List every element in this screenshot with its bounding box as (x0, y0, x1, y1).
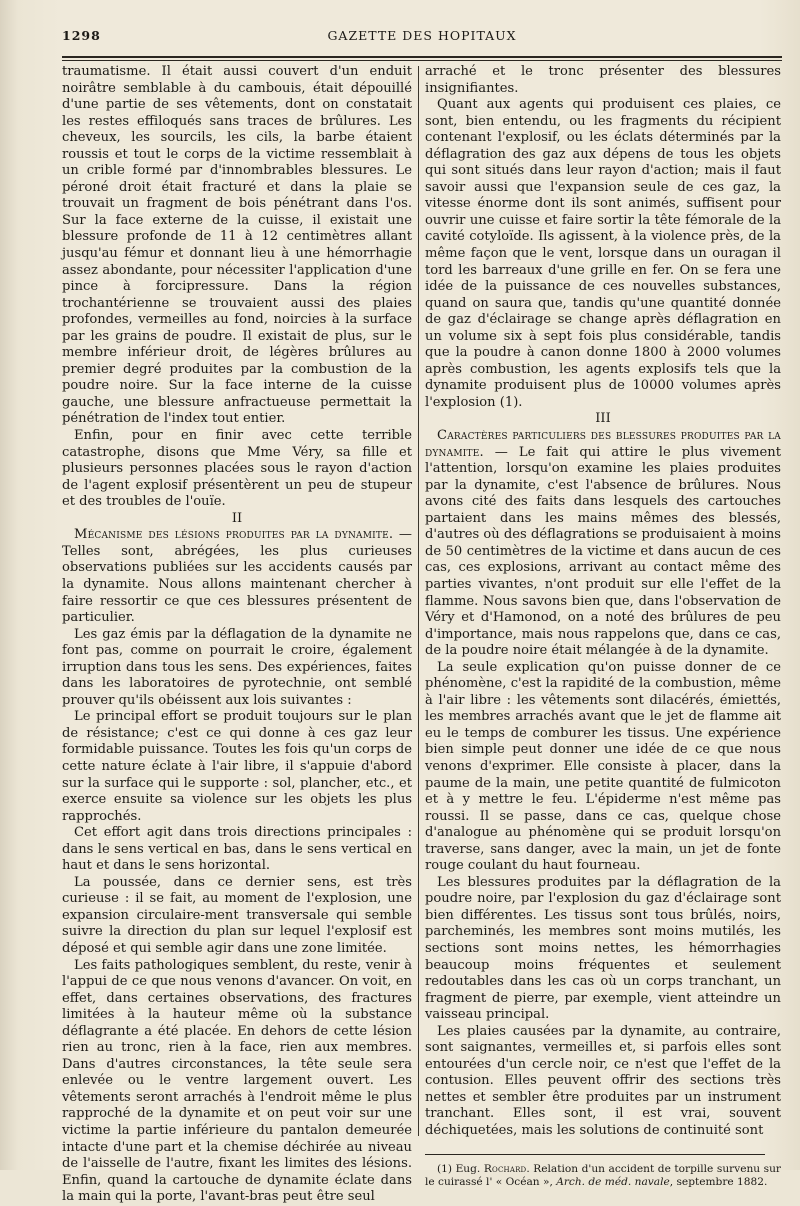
paragraph: Le principal effort se produit toujours sur le plan de résistance; c'est ce qui donne à ces gaz leur formidable puissance. Toutes les fois qu'un corps de cette nature éclate à l'air libre, il s'appuie d'abord sur la surface qui le supporte : sol, plancher, etc., et exerce ensuite sa violence sur les objets les plus rapprochés. (62, 709, 412, 824)
paragraph: La poussée, dans ce dernier sens, est très curieuse : il se fait, au moment de l'explosion, une expansion circulaire-ment transversale qui semble suivre la direction du plan sur lequel l'explosif est déposé et qui semble agir dans une zone limitée. (62, 874, 412, 956)
footnote-author: Rochard (483, 1162, 527, 1175)
footnote-journal: Arch. de méd. navale (556, 1176, 670, 1189)
section-paragraph (62, 527, 412, 626)
page-number: 1298 (62, 28, 101, 43)
section-text: — Telles sont, abrégées, les plus curieuses observations publiées sur les accidents causés par la dynamite. Nous allons maintenant chercher à faire ressortir ce que ces blessures présentent de particulier. (62, 527, 412, 626)
left-column (62, 64, 412, 1206)
paragraph: Quant aux agents qui produisent ces plaies, ce sont, bien entendu, ou les fragments du récipient contenant l'explosif, ou les éclats déterminés par la déflagration des gaz aux dépens de tous les objets qui sont situés dans leur rayon d'action; mais il faut savoir aussi que l'expansion seule de ces gaz, la vitesse énorme dont ils sont animés, suffisent pour ouvrir une cuisse et faire sortir la tête fémorale de la cavité cotyloïde. Ils agissent, à la violence près, de la même façon que le vent, lorsque dans un ouragan il tord les barreaux d'une grille en fer. On se fera une idée de la puissance de ces nouvelles substances, quand on saura que, tandis qu'une quantité donnée de gaz d'éclairage se change après déflagration en un volume six à sept fois plus considérable, tandis que la poudre à canon donne 1800 à 2000 volumes après combustion, les agents explosifs tels que la dynamite produisent plus de 10000 volumes après l'explosion (1). (425, 97, 781, 410)
page-header (62, 28, 782, 50)
footnote-date: , septembre 1882. (669, 1176, 768, 1189)
section-text: — Le fait qui attire le plus vivement l'attention, lorsqu'on examine les plaies produites par la dynamite, c'est l'absence de brûlures. Nous avons cité des faits dans lesquels des cartouches partaient dans les mains mêmes des blessés, d'autres où des déflagrations se produisaient à moins de 50 centimètres de la victime et dans aucun de ces cas, ces explosions, arrivant au contact même des parties vivantes, n'ont produit sur elle l'effet de la flamme. Nous savons bien que, dans l'observation de Véry et d'Hamonod, on a noté des brûlures de peu d'importance, mais nous rappelons que, dans ce cas, de la poudre noire était mélangée à de la dynamite. (425, 444, 781, 659)
footnote-rule (425, 1154, 765, 1155)
paragraph: Les faits pathologiques semblent, du reste, venir à l'appui de ce que nous venons d'avancer. On voit, en effet, dans certaines observations, des fractures limitées à la hauteur même où la substance déflagrante a été placée. En dehors de cette lésion rien au tronc, rien à la face, rien aux membres. Dans d'autres circonstances, la tête seule sera enlevée ou le ventre largement ouvert. Les vêtements seront arrachés à l'endroit même le plus rapproché de la dynamite et on peut voir sur une victime la partie inférieure du pantalon demeurée intacte d'une part et la chemise déchirée au niveau de l'aisselle de l'autre, fixant les limites des lésions. Enfin, quand la cartouche de dynamite éclate dans la main qui la porte, l'avant-bras peut être seul (62, 957, 412, 1205)
journal-title: GAZETTE DES HOPITAUX (327, 28, 517, 43)
column-divider (418, 66, 419, 1136)
header-rule (62, 56, 782, 61)
paragraph: Enfin, pour en finir avec cette terrible catastrophe, disons que Mme Véry, sa fille et plusieurs personnes placées sous le rayon d'action de l'agent explosif présentèrent un peu de stupeur et des troubles de l'ouïe. (62, 428, 412, 510)
paragraph: Les plaies causées par la dynamite, au contraire, sont saignantes, vermeilles et, si parfois elles sont entourées d'un cercle noir, ce n'est que l'effet de la contusion. Elles peuvent offrir des sections très nettes et sembler être produites par un instrument tranchant. Elles sont, il est vrai, souvent déchiquetées, mais les solutions de continuité sont (425, 1023, 781, 1138)
section-number: III (595, 411, 611, 427)
paragraph: Les blessures produites par la déflagration de la poudre noire, par l'explosion du gaz d'éclairage sont bien différentes. Les tissus sont tous brûlés, noirs, parcheminés, les membres sont moins mutilés, les sections sont moins nettes, les hémorrhagies beaucoup moins fréquentes et seulement redoutables dans les cas où un corps tranchant, un fragment de pierre, par exemple, vient atteindre un vaisseau principal. (425, 874, 781, 1023)
footnote (425, 1163, 781, 1190)
paragraph: Les gaz émis par la déflagation de la dynamite ne font pas, comme on pourrait le croire, également irruption dans tous les sens. Des expériences, faites dans les laboratoires de pyrotechnie, ont semblé prouver qu'ils obéissent aux lois suivantes : (62, 626, 412, 708)
section-number: II (231, 510, 243, 526)
paragraph: Cet effort agit dans trois directions principales : dans le sens vertical en bas, dans le sens vertical en haut et dans le sens horizontal. (62, 825, 412, 874)
right-column (425, 64, 781, 1190)
paragraph: arraché et le tronc présenter des blessures insignifiantes. (425, 64, 781, 96)
paragraph: La seule explication qu'on puisse donner de ce phénomène, c'est la rapidité de la combustion, même à l'air libre : les vêtements sont dilacérés, émiettés, les membres arrachés avant que le jet de flamme ait eu le temps de comburer les tissus. Une expérience bien simple peut donner une idée de ce que nous venons d'exprimer. Elle consiste à placer, dans la paume de la main, une petite quantité de fulmicoton et à y mettre le feu. L'épiderme n'est même pas roussi. Il se passe, dans ce cas, quelque chose d'analogue au phénomène qui se produit lorsqu'on traverse, sans danger, avec la main, un jet de fonte rouge coulant du haut fourneau. (425, 659, 781, 874)
footnote-text: . Relation d'un accident de torpille survenu sur le cuirassé l' « Océan », (425, 1162, 781, 1189)
paragraph: traumatisme. Il était aussi couvert d'un enduit noirâtre semblable à du cambouis, était dépouillé d'une partie de ses vêtements, dont on constatait les restes effiloqués sans traces de brûlures. Les cheveux, les sourcils, les cils, la barbe étaient roussis et tout le corps de la victime ressemblait à un crible formé par d'innombrables blessures. Le péroné droit était fracturé et dans la plaie se trouvait un fragment de bois pénétrant dans l'os. Sur la face externe de la cuisse, il existait une blessure profonde de 11 à 12 centimètres allant jusqu'au fémur et donnant lieu à une hémorrhagie assez abondante, pour nécessiter l'application d'une pince à forcipressure. Dans la région trochantérienne se trouvaient aussi des plaies profondes, vermeilles au fond, noircies à la surface par les grains de poudre. Il existait de plus, sur le membre inférieur droit, de légères brûlures au premier degré produites par la combustion de la poudre noire. Sur la face interne de la cuisse gauche, une blessure anfractueuse permettait la pénétration de l'index tout entier. (62, 64, 412, 427)
section-heading: Mécanisme des lésions produites par la dynamite. (74, 527, 394, 543)
section-paragraph (425, 428, 781, 660)
section-heading: Caractères particuliers des blessures produites par la dynamite. (425, 428, 781, 460)
footnote-lead: (1) Eug. (437, 1162, 484, 1175)
